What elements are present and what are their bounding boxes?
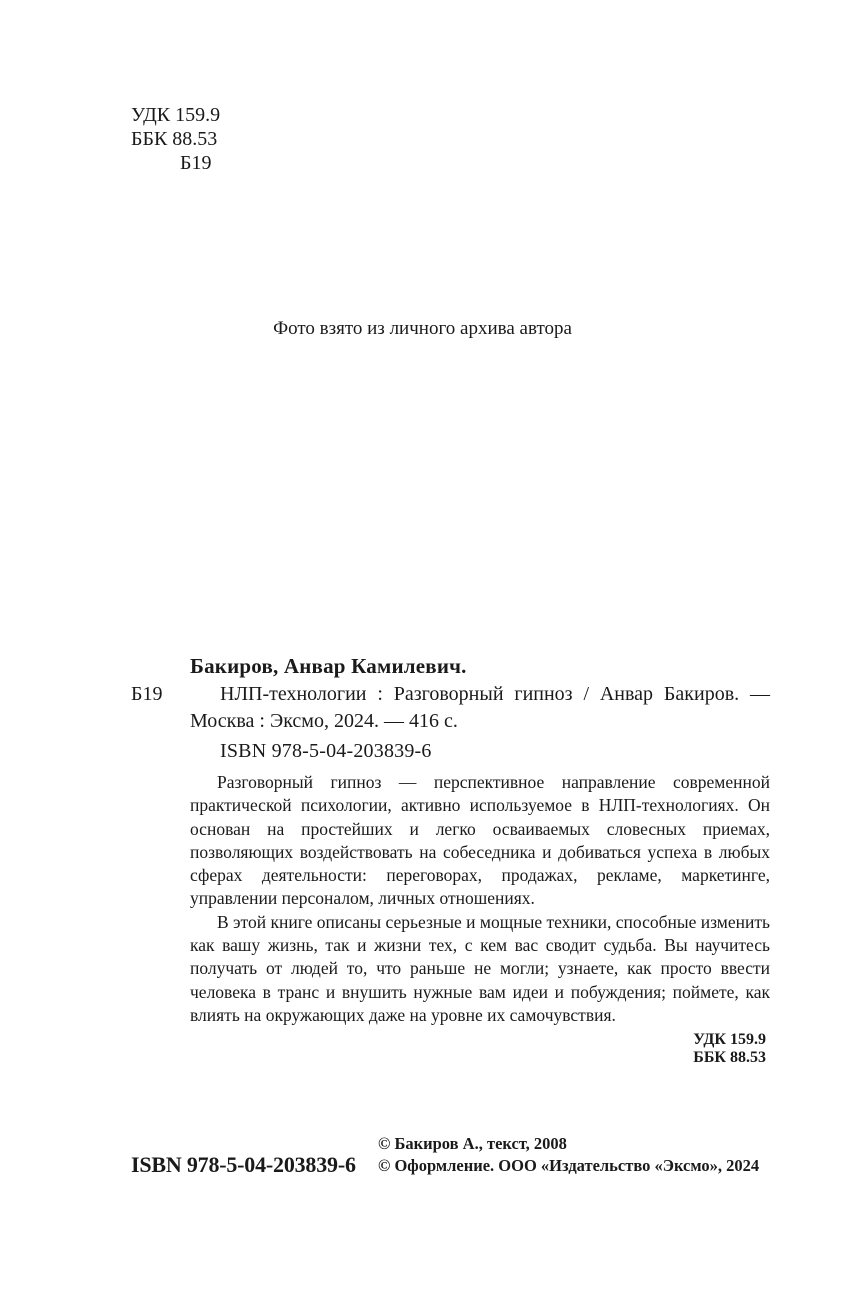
photo-credit: Фото взято из личного архива автора <box>273 318 572 339</box>
author-heading: Бакиров, Анвар Камилевич. <box>190 654 467 678</box>
catalog-codes-top <box>131 103 220 175</box>
udk-code-bottom: УДК 159.9 <box>693 1031 766 1048</box>
author-sign: Б19 <box>180 152 212 174</box>
bbk-code-bottom: ББК 88.53 <box>693 1049 766 1066</box>
annotation-paragraph-2: В этой книге описаны серьезные и мощные техники, способные изменить как вашу жизнь, так и жизни тех, с кем вас сводит судьба. Вы научитесь получать от людей то, что раньше не могли; узнаете, как просто ввести человека в транс и внушить нужные вам идеи и побуждения; поймете, как влиять на окружающих даже на уровне их самочувствия. <box>190 911 770 1025</box>
catalog-codes-bottom <box>693 1031 766 1067</box>
annotation-paragraph-1: Разговорный гипноз — перспективное направление современной практической психологии, активно используемое в НЛП-технологиях. Он основан на простейших и легко осваиваемых словесных приемах, позволяющих воздействовать на собеседника и добиваться успеха в любых сферах деятельности: переговорах, продажах, рекламе, маркетинге, управлении персоналом, личных отношениях. <box>190 772 770 909</box>
annotation <box>190 771 770 1027</box>
copyright-text: © Бакиров А., текст, 2008 <box>378 1134 567 1153</box>
bibliographic-description: НЛП-технологии : Разговорный гипноз / Анвар Бакиров. — Москва : Эксмо, 2024. — 416 с. <box>190 683 770 732</box>
isbn-bold: ISBN 978-5-04-203839-6 <box>131 1152 356 1177</box>
bbk-code: ББК 88.53 <box>131 128 218 150</box>
copyright-design: © Оформление. ООО «Издательство «Эксмо», 2024 <box>378 1156 760 1175</box>
isbn-line: ISBN 978-5-04-203839-6 <box>220 740 432 762</box>
copyright-block <box>378 1133 759 1177</box>
udk-code: УДК 159.9 <box>131 104 221 126</box>
author-index-code: Б19 <box>131 683 163 705</box>
